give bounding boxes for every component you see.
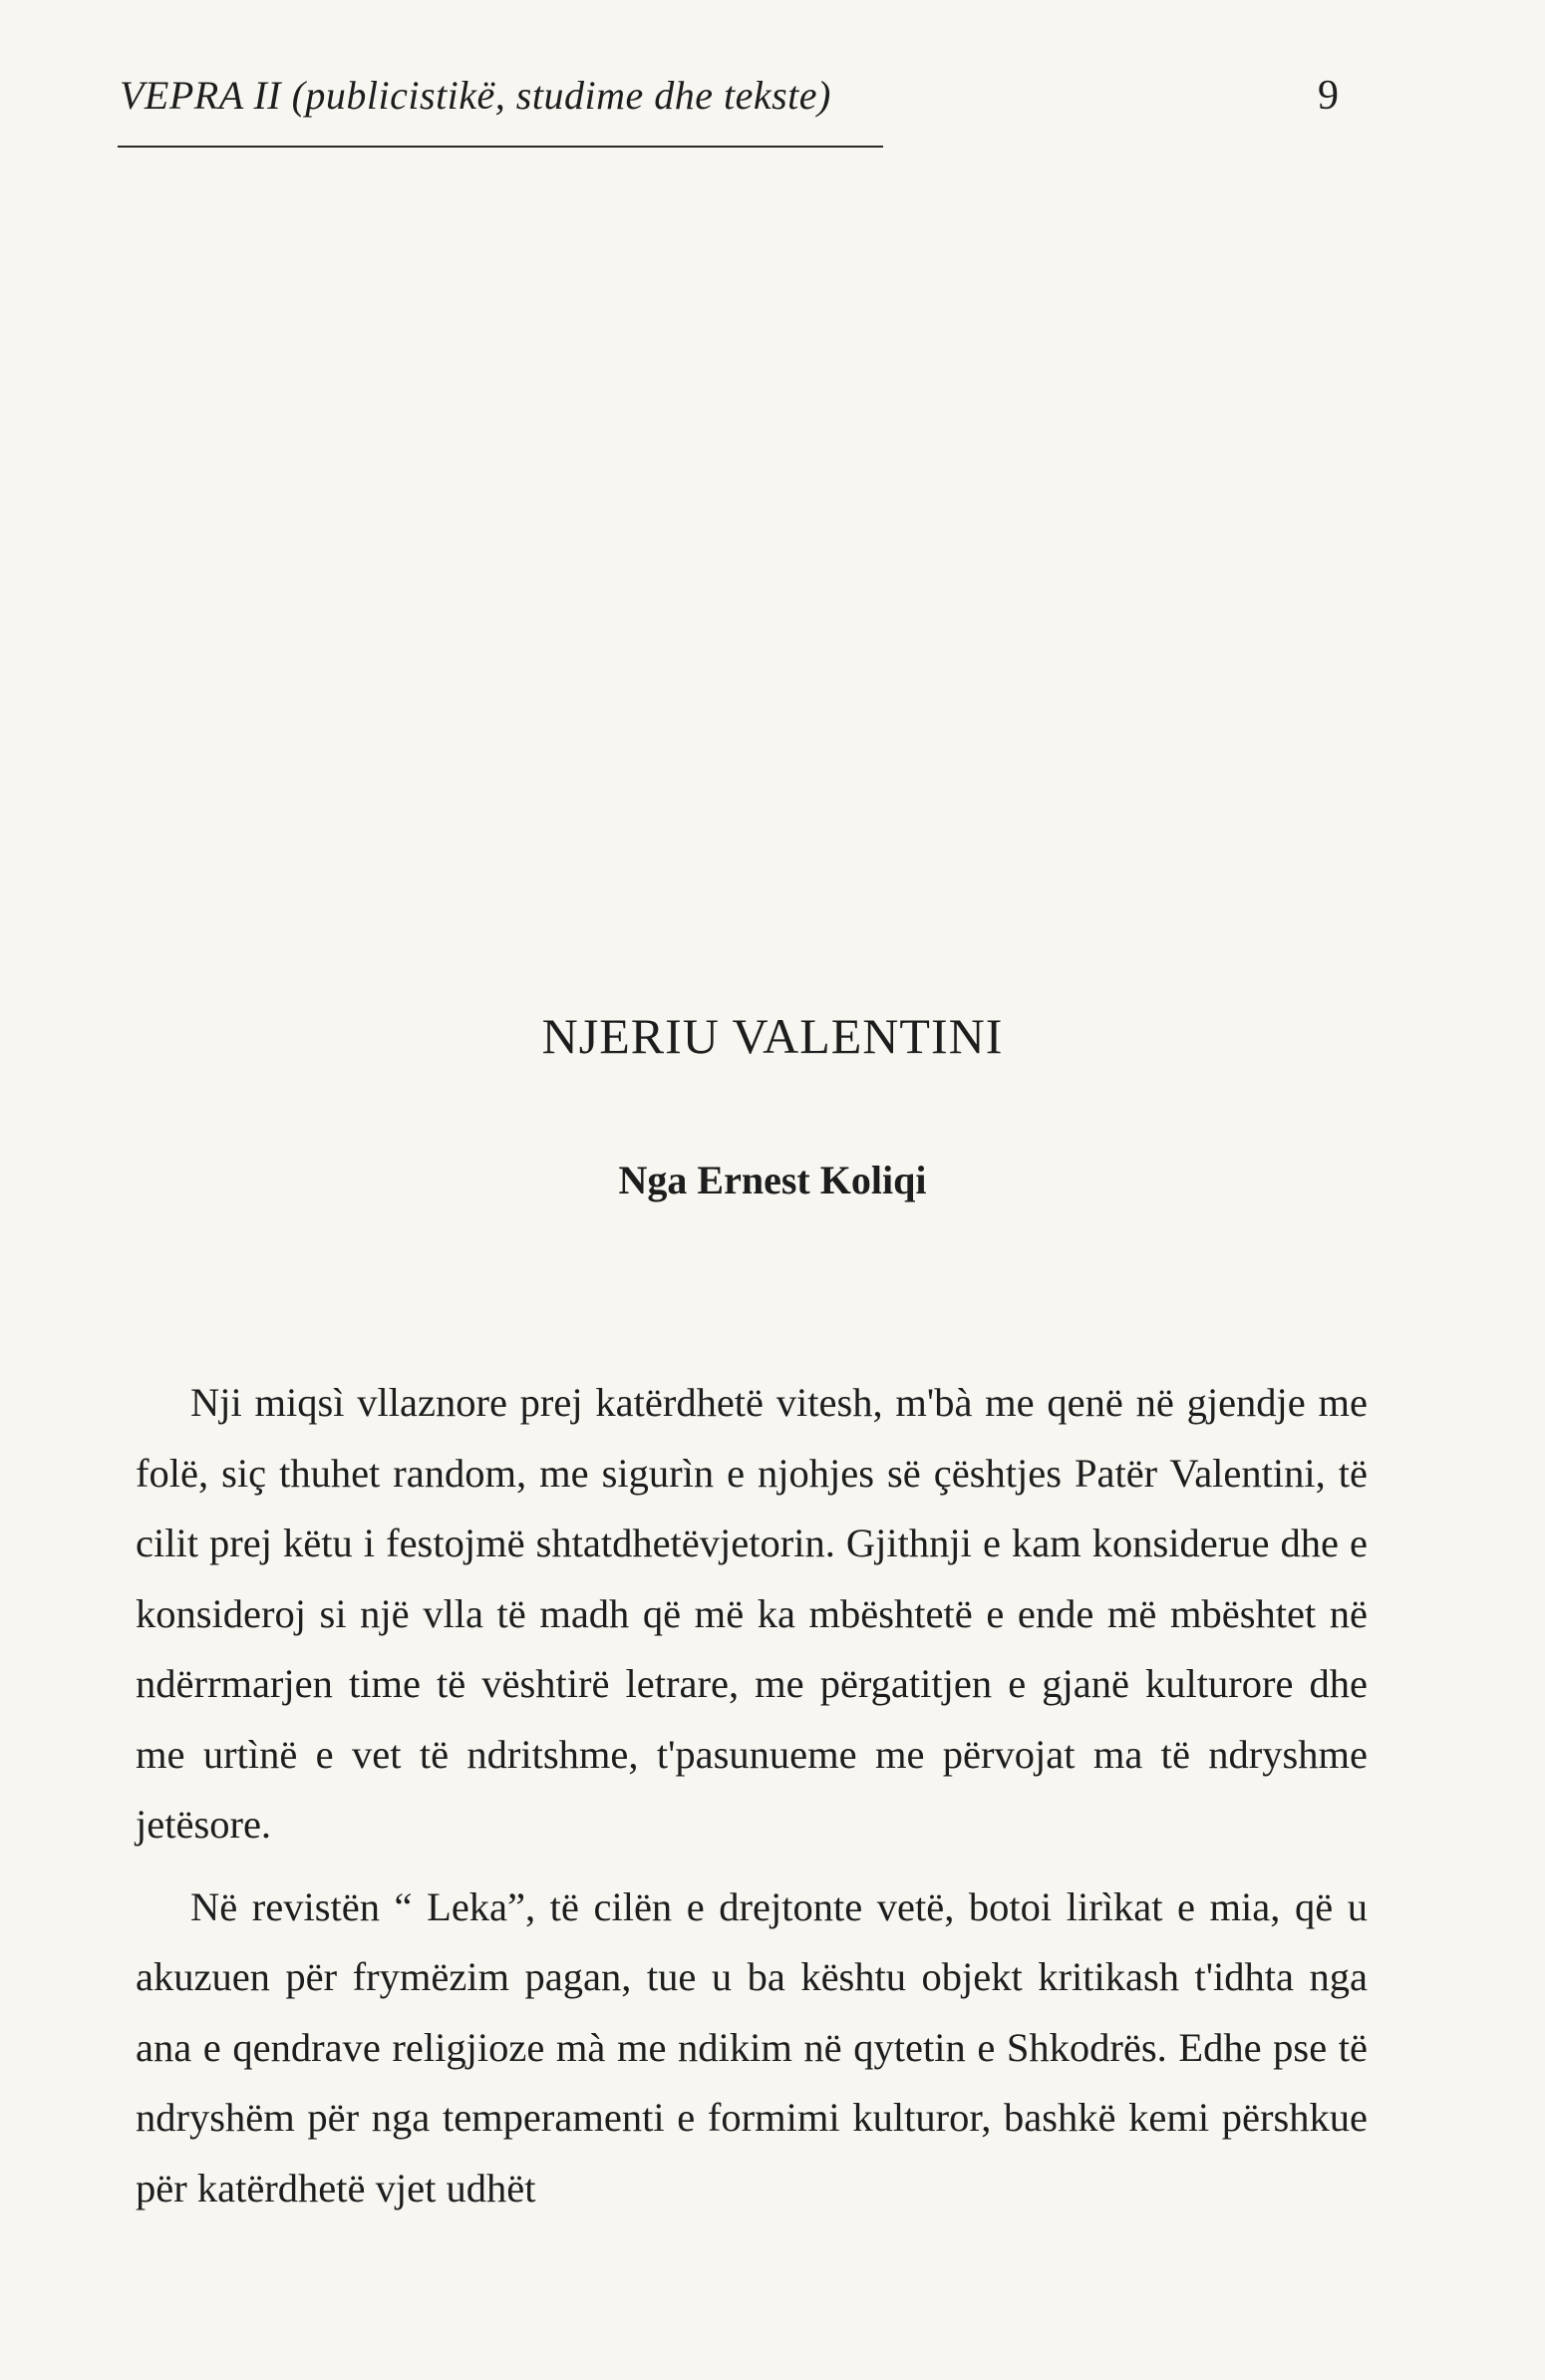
article-body [136, 1368, 1368, 2223]
article-author: Nga Ernest Koliqi [618, 1158, 927, 1202]
header-rule [118, 146, 883, 148]
article-title: NJERIU VALENTINI [541, 1008, 1004, 1064]
running-head-title: VEPRA II (publicistikë, studime dhe tekste) [120, 73, 831, 118]
paragraph-2: Në revistën “ Leka”, të cilën e drejtonte vetë, botoi lirìkat e mia, që u akuzuen për frymëzim pagan, tue u ba kështu objekt kritikash t'idhta nga ana e qendrave religjioze mà me ndikim në qytetin e Shkodrës. Edhe pse të ndryshëm për nga temperamenti e formimi kulturor, bashkë kemi përshkue për katërdhetë vjet udhët [136, 1883, 1368, 2210]
page-number: 9 [1318, 73, 1339, 119]
paragraph-1: Nji miqsì vllaznore prej katërdhetë vitesh, m'bà me qenë në gjendje me folë, siç thuhet random, me sigurìn e njohjes së çështjes Patër Valentini, të cilit prej këtu i festojmë shtatdhetëvjetorin. Gjithnji e kam konsiderue dhe e konsideroj si një vlla të madh që më ka mbështetë e ende më mbështet në ndërrmarjen time të vështirë letrare, me përgatitjen e gjanë kulturore dhe me urtìnë e vet të ndritshme, t'pasunueme me përvojat ma të ndryshme jetësore. [136, 1380, 1368, 1847]
